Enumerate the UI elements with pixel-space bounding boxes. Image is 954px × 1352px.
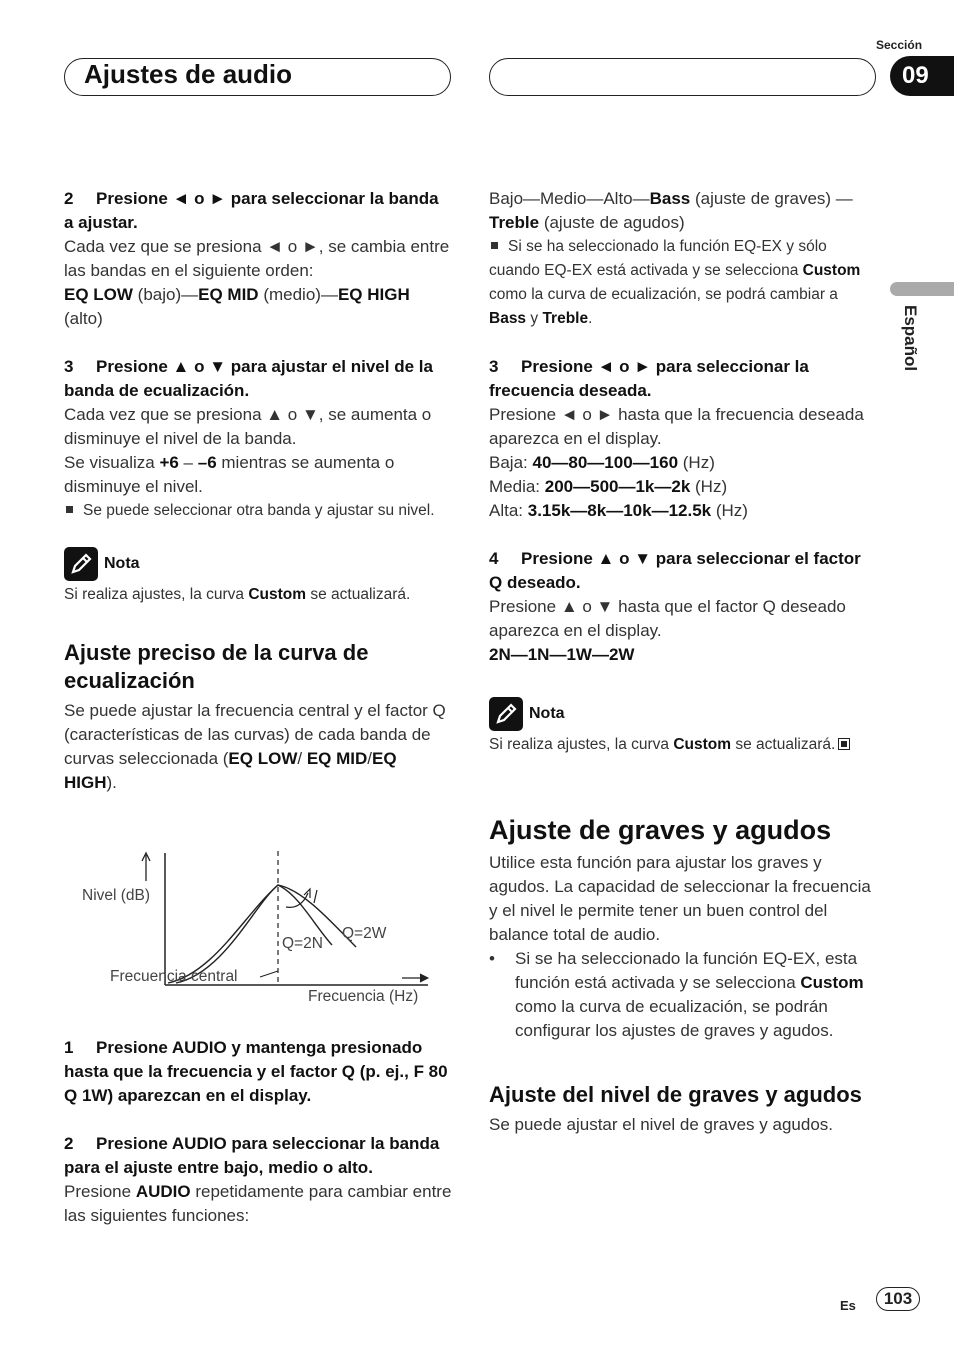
bass-treble-bullet: • Si se ha seleccionado la función EQ-EX, esta función está activada y se selecciona Custom como la curva de ecualización, se podrán configurar los ajustes de graves y agudos.	[489, 949, 864, 1040]
bass-treble-level-heading: Ajuste del nivel de graves y agudos	[489, 1082, 862, 1107]
step-2-title: 2 Presione ◄ o ► para seleccionar la banda a ajustar.	[64, 189, 439, 232]
fine-curve-body: Se puede ajustar la frecuencia central y el factor Q (características de las curvas) de cada banda de curvas seleccionada (EQ LOW/ EQ MID/EQ HIGH).	[64, 701, 446, 792]
section-badge: 09	[890, 56, 954, 96]
freq-step-3-title: 3 Presione ◄ o ► para seleccionar la frecuencia deseada.	[489, 357, 809, 400]
left-column	[64, 187, 452, 795]
nota-text-right: Si realiza ajustes, la curva Custom se actualizará.	[489, 733, 877, 757]
bass-treble-heading: Ajuste de graves y agudos	[489, 815, 832, 845]
step-3-body: Cada vez que se presiona ▲ o ▼, se aumenta o disminuye el nivel de la banda.	[64, 405, 432, 448]
freq-high: Alta: 3.15k—8k—10k—12.5k (Hz)	[489, 501, 748, 520]
section-label: Sección	[876, 38, 923, 52]
end-mark-icon	[838, 738, 850, 750]
bass-treble-intro: Utilice esta función para ajustar los graves y agudos. La capacidad de seleccionar la frecuencia y el nivel le permite tener un buen control del balance total de audio.	[489, 853, 871, 944]
function-sequence: Bajo—Medio—Alto—Bass (ajuste de graves) —Treble (ajuste de agudos)	[489, 189, 853, 232]
chapter-title: Ajustes de audio	[84, 59, 293, 89]
fig-level-label: Nivel (dB)	[82, 887, 151, 904]
step-2-body: Cada vez que se presiona ◄ o ►, se cambia entre las bandas en el siguiente orden:	[64, 237, 450, 280]
fig-frequency-label: Frecuencia (Hz)	[308, 988, 419, 1005]
pencil-note-icon	[489, 697, 523, 731]
eqex-note: Si se ha seleccionado la función EQ-EX y sólo cuando EQ-EX está activada y se selecciona Custom como la curva de ecualización, se podrá cambiar a Bass y Treble.	[489, 238, 861, 327]
nota-heading: Nota	[64, 547, 452, 581]
q-step-4-title: 4 Presione ▲ o ▼ para seleccionar el factor Q deseado.	[489, 549, 861, 592]
fine-step-2-body: Presione AUDIO repetidamente para cambiar entre las siguientes funciones:	[64, 1182, 452, 1225]
step-3-note: Se puede seleccionar otra banda y ajustar su nivel.	[64, 499, 452, 523]
freq-step-3-body: Presione ◄ o ► hasta que la frecuencia deseada aparezca en el display.	[489, 405, 864, 448]
left-column-lower	[64, 1036, 452, 1228]
band-order: EQ LOW (bajo)—EQ MID (medio)—EQ HIGH (alto)	[64, 285, 410, 328]
nota-text: Si realiza ajustes, la curva Custom se actualizará.	[64, 586, 411, 603]
step-3-title: 3 Presione ▲ o ▼ para ajustar el nivel de la banda de ecualización.	[64, 357, 433, 400]
bass-treble-level-body: Se puede ajustar el nivel de graves y agudos.	[489, 1115, 834, 1134]
header-empty-frame	[489, 58, 876, 96]
q-values: 2N—1N—1W—2W	[489, 645, 635, 664]
fig-q2n-label: Q=2N	[282, 935, 323, 952]
square-bullet-icon	[66, 506, 73, 513]
page-number: 103	[876, 1287, 920, 1311]
step-3-range: Se visualiza +6 – –6 mientras se aumenta o disminuye el nivel.	[64, 453, 395, 496]
language-tab	[890, 282, 954, 296]
footer-language: Es	[840, 1298, 856, 1313]
nota-heading-right: Nota	[489, 697, 877, 731]
freq-mid: Media: 200—500—1k—2k (Hz)	[489, 477, 728, 496]
pencil-note-icon	[64, 547, 98, 581]
fig-center-label: Frecuencia central	[110, 968, 238, 985]
right-column	[489, 187, 877, 1137]
language-label: Español	[901, 305, 920, 372]
fine-step-1-title: 1 Presione AUDIO y mantenga presionado hasta que la frecuencia y el factor Q (p. ej., F 80 Q 1W) aparezcan en el display.	[64, 1038, 448, 1105]
q-step-4-body: Presione ▲ o ▼ hasta que el factor Q deseado aparezca en el display.	[489, 597, 846, 640]
fig-q2w-label: Q=2W	[342, 925, 387, 942]
square-bullet-icon	[491, 242, 498, 249]
freq-low: Baja: 40—80—100—160 (Hz)	[489, 453, 715, 472]
fine-step-2-title: 2 Presione AUDIO para seleccionar la banda para el ajuste entre bajo, medio o alto.	[64, 1134, 440, 1177]
eq-curve-figure	[64, 845, 454, 1015]
fine-curve-heading: Ajuste preciso de la curva de ecualización	[64, 640, 369, 693]
